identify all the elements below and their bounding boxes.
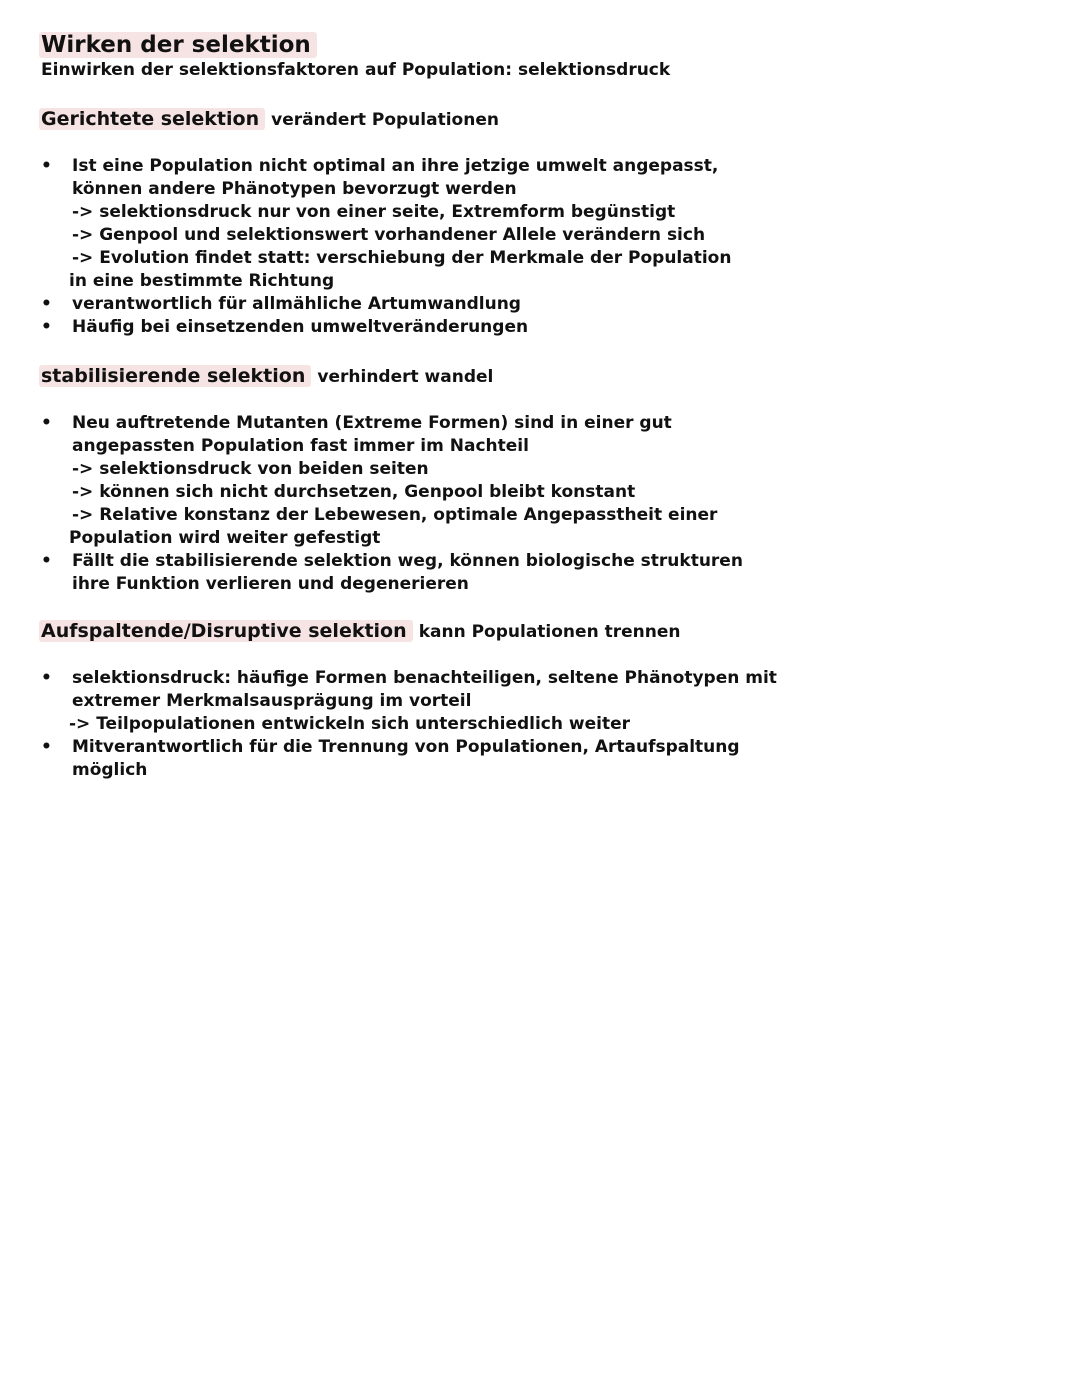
page-title [41, 30, 317, 60]
bullet-dot: • [41, 413, 52, 433]
section-heading-highlight: Gerichtete selektion [39, 108, 265, 130]
bullet-line: können andere Phänotypen bevorzugt werden [72, 179, 517, 199]
bullet-dot: • [41, 294, 52, 314]
bullet-line: verantwortlich für allmähliche Artumwandlung [72, 294, 521, 314]
bullet-line: -> Evolution findet statt: verschiebung der Merkmale der Population [72, 248, 732, 268]
bullet-line: -> können sich nicht durchsetzen, Genpool bleibt konstant [72, 482, 636, 502]
bullet-line: Häufig bei einsetzenden umweltveränderungen [72, 317, 529, 337]
page-subtitle: Einwirken der selektionsfaktoren auf Population: selektionsdruck [41, 60, 671, 80]
page-title-text: Wirken der selektion [39, 32, 317, 58]
bullet-list-gerichtete [41, 155, 731, 339]
bullet-list-stabilisierende [41, 412, 743, 596]
bullet-line: -> Teilpopulationen entwickeln sich unterschiedlich weiter [69, 714, 631, 734]
bullet-item [41, 736, 777, 782]
bullet-line: in eine bestimmte Richtung [69, 271, 335, 291]
bullet-item [41, 412, 743, 550]
section-heading-disruptive [41, 619, 680, 644]
section-heading-highlight: stabilisierende selektion [39, 365, 311, 387]
section-heading-highlight: Aufspaltende/Disruptive selektion [39, 620, 413, 642]
bullet-line: möglich [72, 760, 148, 780]
bullet-line: Fällt die stabilisierende selektion weg, können biologische strukturen [72, 551, 743, 571]
bullet-line: -> Relative konstanz der Lebewesen, optimale Angepasstheit einer [72, 505, 718, 525]
bullet-line: extremer Merkmalsausprägung im vorteil [72, 691, 472, 711]
bullet-item [41, 550, 743, 596]
bullet-item [41, 293, 731, 316]
bullet-line: Ist eine Population nicht optimal an ihre jetzige umwelt angepasst, [72, 156, 719, 176]
bullet-dot: • [41, 317, 52, 337]
section-heading-gerichtete [41, 107, 499, 132]
bullet-line: Mitverantwortlich für die Trennung von Populationen, Artaufspaltung [72, 737, 740, 757]
bullet-item [41, 316, 731, 339]
bullet-line: Population wird weiter gefestigt [69, 528, 381, 548]
section-heading-rest: kann Populationen trennen [418, 622, 681, 642]
bullet-dot: • [41, 551, 52, 571]
bullet-line: angepassten Population fast immer im Nachteil [72, 436, 529, 456]
bullet-line: selektionsdruck: häufige Formen benachteiligen, seltene Phänotypen mit [72, 668, 777, 688]
bullet-dot: • [41, 737, 52, 757]
bullet-line: Neu auftretende Mutanten (Extreme Formen) sind in einer gut [72, 413, 672, 433]
bullet-item [41, 667, 777, 736]
bullet-item [41, 155, 731, 293]
bullet-dot: • [41, 668, 52, 688]
section-heading-stabilisierende [41, 364, 493, 389]
section-heading-rest: verändert Populationen [271, 110, 499, 130]
bullet-list-disruptive [41, 667, 777, 782]
bullet-line: -> selektionsdruck nur von einer seite, Extremform begünstigt [72, 202, 676, 222]
bullet-dot: • [41, 156, 52, 176]
bullet-line: ihre Funktion verlieren und degenerieren [72, 574, 469, 594]
bullet-line: -> Genpool und selektionswert vorhandener Allele verändern sich [72, 225, 706, 245]
section-heading-rest: verhindert wandel [317, 367, 494, 387]
bullet-line: -> selektionsdruck von beiden seiten [72, 459, 429, 479]
